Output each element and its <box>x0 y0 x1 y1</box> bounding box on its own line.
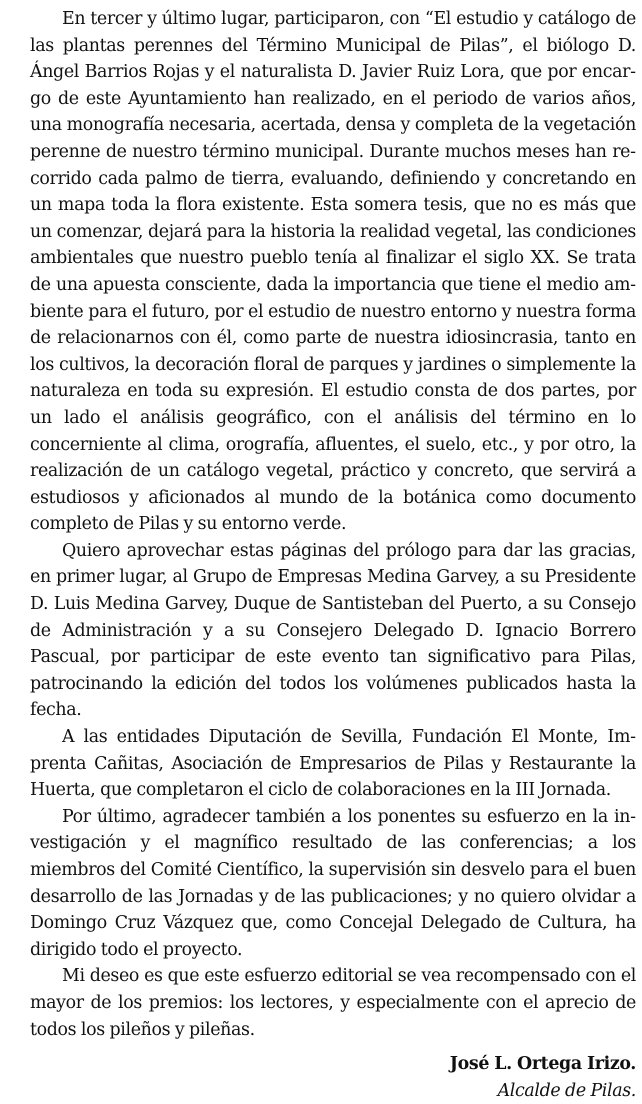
signature-title: Alcalde de Pilas. <box>497 1080 636 1101</box>
paragraph-ponentes: Por último, agradecer también a los ponentes su esfuerzo en la investigación y el magnífico resultado de las conferencias; a los miembros del Comité Científico, la supervisión sin desvelo para el buen desarrollo de las Jornadas y de las publicaciones; y no quiero olvidar a Domingo Cruz Vázquez que, como Concejal Delegado de Cultura, ha dirigido todo el proyecto. <box>30 806 636 960</box>
paragraph-deseo: Mi deseo es que este esfuerzo editorial se vea recompensado con el mayor de los premios: los lectores, y especialmente con el aprecio de todos los pileños y pileñas. <box>30 966 636 1040</box>
paragraph-plantas-perennes: En tercer y último lugar, participaron, con “El estudio y catálogo de las plantas perennes del Término Municipal de Pilas”, el biólogo D. Ángel Barrios Rojas y el naturalista D. Javier Ruiz Lora, que por encargo de este Ayuntamiento han realizado, en el periodo de varios años, una monografía necesaria, acertada, densa y completa de la vegetación perenne de nuestro término municipal. Durante muchos meses han recorrido cada palmo de tierra, evaluando, definiendo y concretando en un mapa toda la flora existente. Esta somera tesis, que no es más que un comenzar, dejará para la historia la realidad vegetal, las condiciones ambientales que nuestro pueblo tenía al finalizar el siglo XX. Se trata de una apuesta consciente, dada la importancia que tiene el medio ambiente para el futuro, por el estudio de nuestro entorno y nuestra forma de relacionarnos con él, como parte de nuestra idiosincrasia, tanto en los cultivos, la decoración floral de parques y jardines o simplemente la naturaleza en toda su expresión. El estudio consta de dos partes, por un lado el análisis geográfico, con el análisis del término en lo concerniente al clima, orografía, afluentes, el suelo, etc., y por otro, la realización de un catálogo vegetal, práctico y concreto, que servirá a estudiosos y aficionados al mundo de la botánica como documento completo de Pilas y su entorno verde. <box>30 9 636 535</box>
document-page <box>30 6 636 1104</box>
paragraph-agradecimientos: Quiero aprovechar estas páginas del prólogo para dar las gracias, en primer lugar, al Grupo de Empresas Medina Garvey, a su Presidente D. Luis Medina Garvey, Duque de Santisteban del Puerto, a su Consejo de Administración y a su Consejero Delegado D. Ignacio Borrero Pascual, por participar de este evento tan significativo para Pilas, patrocinando la edición del todos los volúmenes publicados hasta la fecha. <box>30 540 636 721</box>
signature-name: José L. Ortega Irizo. <box>449 1054 636 1075</box>
signature-block <box>30 1051 636 1104</box>
paragraph-entidades: A las entidades Diputación de Sevilla, Fundación El Monte, Imprenta Cañitas, Asociación de Empresarios de Pilas y Restaurante la Huerta, que completaron el ciclo de colaboraciones en la III Jornada. <box>30 727 636 801</box>
